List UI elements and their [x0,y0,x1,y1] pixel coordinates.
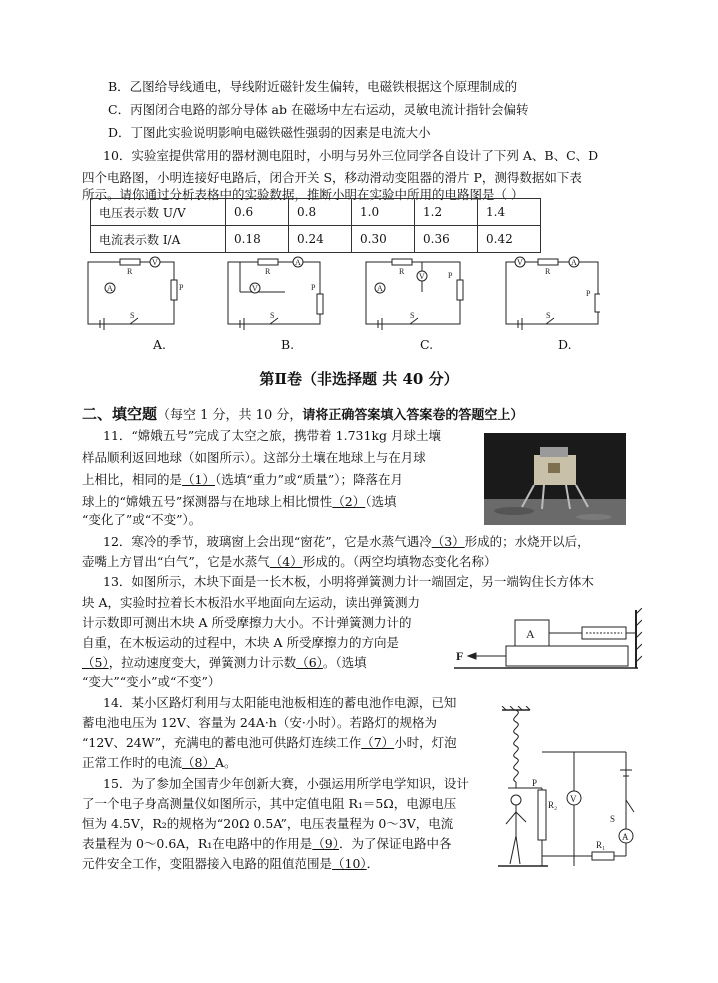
voltmeter-v-label: V [570,794,577,804]
resistor-r-label: R [399,267,405,276]
table-cell: 0.8 [289,199,352,226]
table-cell: 0.42 [478,226,541,253]
blank-8: （8） [182,755,215,770]
text: ．为了保证电路中各 [338,836,452,851]
text: （选填 [365,494,397,509]
q13-line-5 [82,657,367,670]
q15-line-4 [82,838,451,851]
text: 壶嘴上方冒出“白气”，它是水蒸气 [82,554,270,569]
block-a-label: A [526,627,535,641]
q11-line-3 [82,474,403,487]
table-cell: 0.30 [352,226,415,253]
q10-data-table [90,198,541,253]
blank-3: （3） [431,534,465,549]
q15-line-2: 了一个电子身高测量仪如图所示，其中定值电阻 R₁＝5Ω，电源电压 [82,796,457,811]
circuit-label-a: A. [153,337,167,352]
blank-5: （5） [82,655,109,670]
text: 。（选填 [322,655,367,670]
blank-9: （9） [312,836,339,851]
table-cell: 1.4 [478,199,541,226]
q15-line-1: 15．为了参加全国青少年创新大赛，小强运用所学电学知识，设计 [103,776,469,791]
ammeter-a-label: A [377,284,383,293]
voltmeter-v-label: V [152,258,158,267]
q9-option-c: C．丙图闭合电路的部分导体 ab 在磁场中左右运动，灵敏电流计指针会偏转 [108,102,529,117]
ammeter-a-label: A [622,832,629,842]
heading-bold: 二、填空题 [82,405,158,423]
text: 表量程为 0～0.6A，R₁在电路中的作用是 [82,836,313,851]
q14-line-2: 蓄电池电压为 12V、容量为 24A·h（安·小时）。若路灯的规格为 [82,715,438,730]
text: 小时，灯泡 [394,735,457,750]
resistor-r-label: R [265,267,271,276]
q13-line-2: 块 A，实验时拉着长木板沿水平地面向左运动，读出弹簧测力 [82,595,421,610]
resistor-r-label: R [545,267,551,276]
blank-1: （1） [182,472,215,487]
voltmeter-v-label: V [517,258,523,267]
slider-p-label: P [448,271,453,280]
table-cell: 0.36 [415,226,478,253]
circuit-b [228,257,323,330]
text: ． [366,856,380,871]
table-row [91,199,541,226]
table-cell: 1.0 [352,199,415,226]
switch-s-label: S [410,311,415,320]
circuit-c [366,259,463,330]
section-title: 第Ⅱ卷（非选择题 共 40 分） [259,370,459,388]
ammeter-a-label: A [295,258,301,267]
text: 正常工作时的电流 [82,755,183,770]
heading-bold-2: 请将正确答案填入答案卷的答题空上） [302,408,524,423]
switch-s-label: S [546,311,551,320]
q10-line-2: 四个电路图，小明连接好电路后，闭合开关 S，移动滑动变阻器的滑片 P，测得数据如下表 [82,170,582,185]
text: 元件安全工作，变阻器接入电路的阻值范围是 [82,856,333,871]
q10-circuit-diagrams [80,252,600,332]
q14-line-3 [82,737,457,750]
q11-line-5: “变化了”或“不变”）。 [82,512,202,527]
voltmeter-v-label: V [252,284,258,293]
text: 形成的。（两空均填物态变化名称） [302,554,497,569]
q11-line-2: 样品顺利返回地球（如图所示）。这部分土壤在地球上与在月球 [82,450,426,465]
switch-s-label: S [270,311,275,320]
blank-10: （10） [332,856,367,871]
r2-label: R₂ [548,800,558,810]
table-cell: 0.6 [226,199,289,226]
q14-line-4 [82,757,237,770]
q15-line-3: 恒为 4.5V，R₂的规格为“20Ω 0.5A”，电压表量程为 0～3V，电流 [82,816,454,831]
blank-4: （4） [269,554,303,569]
section-heading [82,407,523,422]
text: 12．寒冷的季节，玻璃窗上会出现“窗花”，它是水蒸气遇冷 [103,534,432,549]
circuit-label-d: D. [558,337,572,352]
q13-line-3: 计示数即可测出木块 A 所受摩擦力大小。不计弹簧测力计的 [82,615,412,630]
q14-line-1: 14．某小区路灯利用与太阳能电池板相连的蓄电池作电源，已知 [103,695,457,710]
q9-option-b: B．乙图给导线通电，导线附近磁针发生偏转，电磁铁根据这个原理制成的 [108,79,518,94]
text: A。 [214,755,237,770]
r1-label: R₁ [596,840,606,850]
force-f-label: F [456,649,464,663]
table-cell: 0.18 [226,226,289,253]
text: 上相比，相同的是 [82,472,183,487]
slider-p-label: P [179,283,184,292]
q13-line-1: 13．如图所示，木块下面是一长木板，小明将弹簧测力计一端固定，另一端钩住长方体木 [103,574,594,589]
switch-s-label: S [610,814,616,824]
ammeter-a-label: A [107,284,113,293]
table-cell: 0.24 [289,226,352,253]
ammeter-a-label: A [571,258,577,267]
q13-line-4: 自重，在木板运动的过程中，木块 A 所受摩擦力的方向是 [82,635,399,650]
q12-line-2 [82,556,497,569]
table-row-label: 电压表示数 U/V [91,199,226,226]
circuit-label-c: C. [420,337,434,352]
q15-line-5 [82,858,379,871]
table-row-label: 电流表示数 I/A [91,226,226,253]
lunar-lander-photo [484,433,626,525]
q13-line-6: “变大”“变小”或“不变”） [82,674,221,689]
heading-normal: （每空 1 分，共 10 分， [157,408,303,423]
resistor-r-label: R [127,267,133,276]
slider-p-label: P [532,778,538,788]
table-cell: 1.2 [415,199,478,226]
table-row [91,226,541,253]
slider-p-label: P [311,283,316,292]
q11-line-1: 11．“嫦娥五号”完成了太空之旅，携带着 1.731kg 月球土壤 [103,428,441,443]
q9-option-d: D．丁图此实验说明影响电磁铁磁性强弱的因素是电流大小 [108,125,431,140]
text: ，拉动速度变大，弹簧测力计示数 [108,655,297,670]
friction-figure [454,608,642,678]
q10-line-1: 10．实验室提供常用的器材测电阻时，小明与另外三位同学各自设计了下列 A、B、C、D [103,148,599,163]
q11-line-4 [82,496,397,509]
slider-p-label: P [586,289,591,298]
height-meter-figure [498,706,650,874]
text: 球上的“嫦娥五号”探测器与在地球上相比惯性 [82,494,333,509]
circuit-label-b: B. [281,337,295,352]
circuit-d [506,257,600,330]
text: “12V、24W”，充满电的蓄电池可供路灯连续工作 [82,735,362,750]
blank-7: （7） [361,735,395,750]
q12-line-1 [103,536,590,549]
switch-s-label: S [130,311,135,320]
text: （选填“重力”或“质量”）；降落在月 [214,472,404,487]
blank-6: （6） [296,655,323,670]
blank-2: （2） [332,494,366,509]
text: 形成的；水烧开以后， [464,534,590,549]
circuit-a [88,257,184,330]
q10-line-3: 所示。请你通过分析表格中的实验数据，推断小明在实验中所用的电路图是（ ） [82,187,524,202]
voltmeter-v-label: V [419,272,425,281]
